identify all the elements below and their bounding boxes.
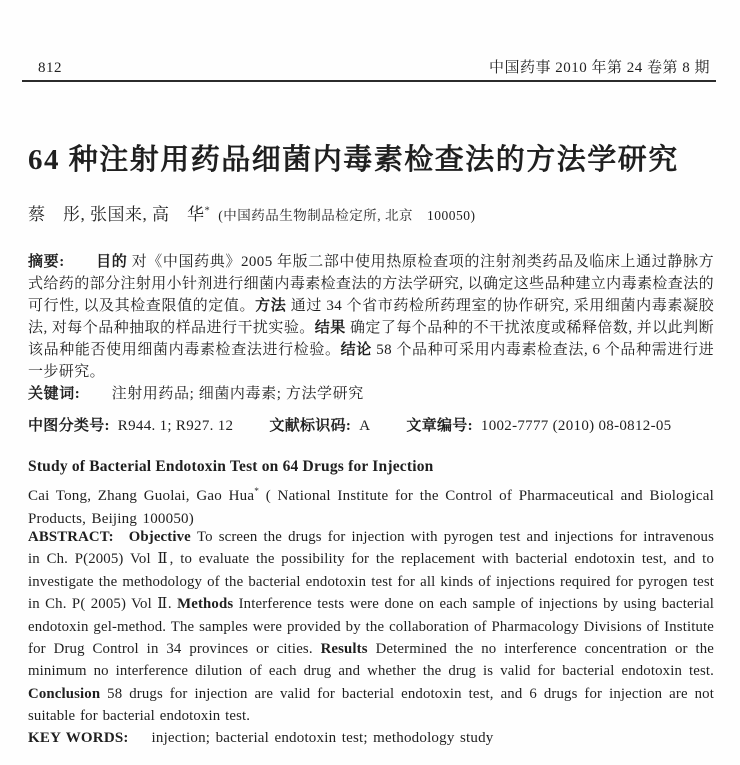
text-segment: 结论 <box>340 342 377 358</box>
text-segment: injection; bacterial endotoxin test; methodology study <box>151 730 494 746</box>
text-segment: 结果 <box>314 320 350 336</box>
text-segment: 确定了每个品种的不干扰浓度或稀释倍数, 并以此判断该品种能否使用细菌内毒素检查法进行检验。 <box>28 320 714 358</box>
text-segment: 对《中国药典》2005 年版二部中使用热原检查项的注射剂类药品及临床上通过静脉方式给药的部分注射用小针剂进行细菌内毒素检查法的方法学研究, 以确定这些品种建立内毒素检查法的可行性, 以及其检查限值的定值。 <box>28 254 714 314</box>
page-header <box>38 56 710 77</box>
keywords-en <box>28 730 716 747</box>
clc-value: R944. 1; R927. 12 <box>117 418 234 434</box>
text-segment: 关键词: <box>28 386 112 402</box>
article-id-value: 1002-7777 (2010) 08-0812-05 <box>480 418 672 434</box>
text-segment: 摘要: <box>28 254 97 270</box>
clc-number <box>28 414 233 435</box>
corresponding-author-mark-en: * <box>254 487 260 497</box>
text-segment: 注射用药品; 细菌内毒素; 方法学研究 <box>111 386 364 402</box>
text-segment: 目的 <box>96 254 132 270</box>
affiliation-en: ( National Institute for the Control of Pharmaceutical and Biological Products, Beijing 100050) <box>28 488 714 527</box>
article-title-cn: 64 种注射用药品细菌内毒素检查法的方法学研究 <box>28 144 679 176</box>
text-segment: ABSTRACT: <box>28 529 129 545</box>
document-code-label: 文献标识码: <box>269 418 352 434</box>
text-segment: Objective <box>128 529 197 545</box>
text-segment: 58 drugs for injection are valid for bacterial endotoxin test, and 6 drugs for injection are not suitable for bacterial endotoxin test. <box>28 685 714 725</box>
document-code <box>269 414 370 435</box>
authors-cn <box>28 200 716 225</box>
header-rule <box>22 80 716 82</box>
affiliation-cn: (中国药品生物制品检定所, 北京 100050) <box>218 208 476 223</box>
keywords-cn <box>28 382 716 403</box>
text-segment: Conclusion <box>28 685 108 702</box>
corresponding-author-mark: * <box>204 205 211 217</box>
text-segment: KEY WORDS: <box>28 730 152 746</box>
text-segment: Results <box>320 641 376 658</box>
author-names-cn: 蔡 彤, 张国来, 高 华 <box>28 205 205 224</box>
article-title-en: Study of Bacterial Endotoxin Test on 64 Drugs for Injection <box>28 458 434 475</box>
abstract-en <box>28 526 714 728</box>
authors-en <box>28 481 714 530</box>
text-segment: 58 个品种可采用内毒素检查法, 6 个品种需进行进一步研究。 <box>28 342 714 380</box>
page-number: 812 <box>38 60 62 76</box>
article-meta-line <box>28 414 716 435</box>
article-id <box>406 414 671 435</box>
document-code-value: A <box>359 418 371 434</box>
text-segment: Methods <box>177 596 239 613</box>
text-segment: To screen the drugs for injection with pyrogen test and injections for intravenous in Ch. P(2005) Vol Ⅱ, to evaluate the possibility for the replacement with bacterial endotoxin test, and to investigate the methodology of the bacterial endotoxin test for all kinds of injections required for pyrogen test in Ch. P( 2005) Vol Ⅱ. <box>28 529 714 613</box>
abstract-cn <box>28 251 714 383</box>
text-segment: 通过 34 个省市药检所药理室的协作研究, 采用细菌内毒素凝胶法, 对每个品种抽取的样品进行干扰实验。 <box>28 298 715 336</box>
text-segment: Determined the no interference concentration or the minimum no interference dilution of each drug and whether the drug is valid for bacterial endotoxin test. <box>28 641 715 680</box>
clc-label: 中图分类号: <box>28 418 110 434</box>
text-segment: 方法 <box>255 298 291 314</box>
article-id-label: 文章编号: <box>406 418 473 434</box>
journal-issue-info: 中国药事 2010 年第 24 卷第 8 期 <box>488 60 710 76</box>
text-segment: Interference tests were done on each sample of injections by using bacterial endotoxin gel-method. The samples were provided by the collaboration of Pharmacology Divisions of Institute for Drug Control in 34 provinces or cities. <box>28 596 714 658</box>
author-names-en: Cai Tong, Zhang Guolai, Gao Hua <box>28 488 255 504</box>
